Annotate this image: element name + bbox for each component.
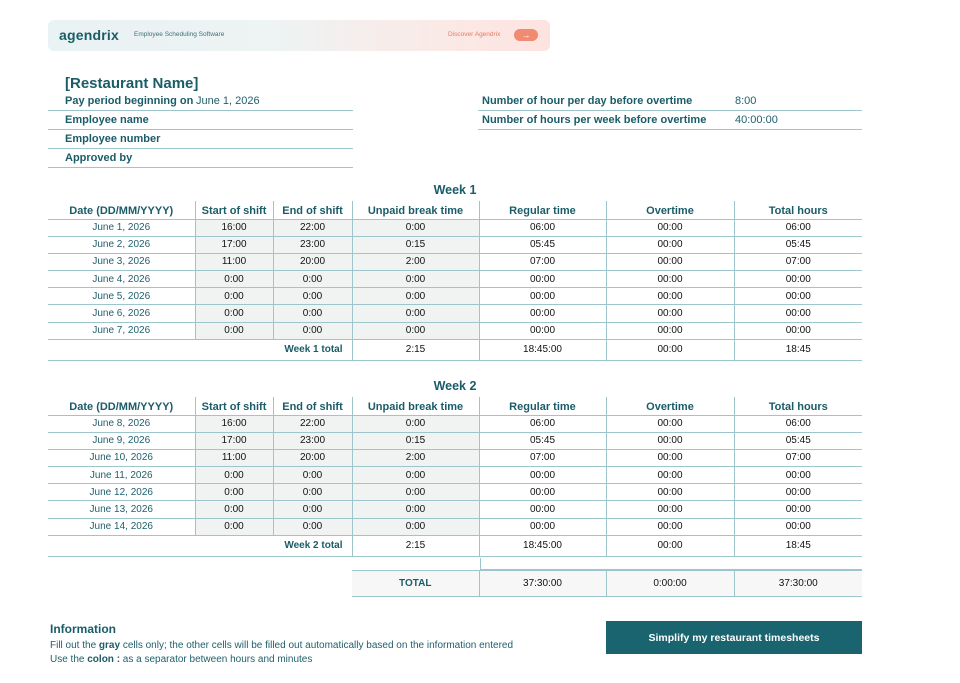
week-total-unpaid-break: 2:15 — [352, 339, 479, 360]
cell-date: June 13, 2026 — [48, 501, 195, 518]
cell-unpaid-break[interactable]: 0:15 — [352, 432, 479, 449]
cell-unpaid-break[interactable]: 0:00 — [352, 322, 479, 339]
column-header-end-of-shift: End of shift — [273, 397, 352, 415]
cell-overtime: 00:00 — [606, 288, 734, 305]
column-header-overtime: Overtime — [606, 201, 734, 219]
table-row — [48, 415, 862, 432]
cell-overtime: 00:00 — [606, 322, 734, 339]
cell-regular-time: 00:00 — [479, 288, 606, 305]
column-header-unpaid-break: Unpaid break time — [352, 397, 479, 415]
info-row-weekly-overtime — [478, 111, 862, 130]
agendrix-banner[interactable] — [48, 20, 550, 51]
info-label: Pay period beginning on — [65, 95, 194, 107]
cell-regular-time: 07:00 — [479, 253, 606, 270]
table-row — [48, 305, 862, 322]
cell-start-of-shift[interactable]: 0:00 — [195, 288, 273, 305]
week-total-label: Week 1 total — [48, 339, 352, 360]
cell-overtime: 00:00 — [606, 467, 734, 484]
cell-total-hours: 00:00 — [734, 271, 862, 288]
week-total-regular-time: 18:45:00 — [479, 535, 606, 556]
info-label: Employee number — [65, 133, 161, 145]
brand-logo[interactable]: agendrix — [59, 27, 119, 43]
column-header-regular-time: Regular time — [479, 397, 606, 415]
cell-date: June 5, 2026 — [48, 288, 195, 305]
cell-start-of-shift[interactable]: 0:00 — [195, 305, 273, 322]
cell-total-hours: 07:00 — [734, 253, 862, 270]
table-row — [48, 484, 862, 501]
cell-start-of-shift[interactable]: 16:00 — [195, 219, 273, 236]
header-row — [48, 201, 862, 219]
cell-total-hours: 07:00 — [734, 449, 862, 466]
cell-unpaid-break[interactable]: 0:15 — [352, 236, 479, 253]
column-header-overtime: Overtime — [606, 397, 734, 415]
cell-regular-time: 07:00 — [479, 449, 606, 466]
info-text: Use the — [50, 654, 88, 665]
cell-total-hours: 00:00 — [734, 518, 862, 535]
grand-total-row — [352, 570, 862, 597]
cell-total-hours: 06:00 — [734, 415, 862, 432]
cell-start-of-shift[interactable]: 0:00 — [195, 322, 273, 339]
cell-unpaid-break[interactable]: 0:00 — [352, 501, 479, 518]
cell-end-of-shift[interactable]: 20:00 — [273, 253, 352, 270]
cell-regular-time: 05:45 — [479, 236, 606, 253]
cell-regular-time: 00:00 — [479, 322, 606, 339]
table-row — [48, 501, 862, 518]
grand-total-hours: 37:30:00 — [734, 571, 862, 597]
cell-total-hours: 05:45 — [734, 432, 862, 449]
week-total-total-hours: 18:45 — [734, 339, 862, 360]
info-row-pay-period — [48, 92, 353, 111]
info-bold: gray — [98, 640, 121, 651]
cell-end-of-shift[interactable]: 0:00 — [273, 467, 352, 484]
table-row — [48, 253, 862, 270]
employee-info — [48, 92, 353, 168]
column-header-end-of-shift: End of shift — [273, 201, 352, 219]
week-total-total-hours: 18:45 — [734, 535, 862, 556]
cell-date: June 2, 2026 — [48, 236, 195, 253]
info-label: Number of hour per day before overtime — [482, 95, 693, 107]
cell-total-hours: 00:00 — [734, 322, 862, 339]
cell-unpaid-break[interactable]: 0:00 — [352, 219, 479, 236]
cell-regular-time: 00:00 — [479, 501, 606, 518]
overtime-settings — [478, 92, 862, 130]
cell-start-of-shift[interactable]: 0:00 — [195, 484, 273, 501]
column-header-start-of-shift: Start of shift — [195, 397, 273, 415]
cell-end-of-shift[interactable]: 0:00 — [273, 305, 352, 322]
week-total-label: Week 2 total — [48, 535, 352, 556]
cell-date: June 6, 2026 — [48, 305, 195, 322]
week-total-overtime: 00:00 — [606, 535, 734, 556]
cell-end-of-shift[interactable]: 20:00 — [273, 449, 352, 466]
cell-overtime: 00:00 — [606, 432, 734, 449]
cell-start-of-shift[interactable]: 17:00 — [195, 236, 273, 253]
information-title: Information — [50, 622, 116, 636]
cell-total-hours: 00:00 — [734, 467, 862, 484]
table-row — [48, 288, 862, 305]
info-label: Employee name — [65, 114, 149, 126]
cell-unpaid-break[interactable]: 0:00 — [352, 271, 479, 288]
cell-overtime: 00:00 — [606, 236, 734, 253]
info-text: cells only; the other cells will be filled out automatically based on the information entered — [120, 640, 514, 651]
grand-total-label: TOTAL — [352, 571, 479, 597]
cell-date: June 7, 2026 — [48, 322, 195, 339]
cell-overtime: 00:00 — [606, 253, 734, 270]
cell-regular-time: 00:00 — [479, 467, 606, 484]
cell-unpaid-break[interactable]: 0:00 — [352, 484, 479, 501]
column-header-date: Date (DD/MM/YYYY) — [48, 201, 195, 219]
week-total-regular-time: 18:45:00 — [479, 339, 606, 360]
cell-unpaid-break[interactable]: 2:00 — [352, 449, 479, 466]
arrow-right-icon[interactable]: → — [514, 29, 538, 41]
cell-end-of-shift[interactable]: 0:00 — [273, 288, 352, 305]
week-2-table — [48, 397, 862, 557]
week-2-title: Week 2 — [433, 379, 477, 393]
cell-unpaid-break[interactable]: 0:00 — [352, 518, 479, 535]
column-header-start-of-shift: Start of shift — [195, 201, 273, 219]
cell-overtime: 00:00 — [606, 449, 734, 466]
info-text: Fill out the — [50, 640, 99, 651]
cell-regular-time: 00:00 — [479, 484, 606, 501]
information-section — [50, 622, 513, 667]
cell-total-hours: 00:00 — [734, 501, 862, 518]
info-row-employee-name — [48, 111, 353, 130]
info-bold: colon : — [87, 654, 121, 665]
table-row — [48, 432, 862, 449]
cell-regular-time: 05:45 — [479, 432, 606, 449]
cell-unpaid-break[interactable]: 0:00 — [352, 305, 479, 322]
cell-unpaid-break[interactable]: 0:00 — [352, 288, 479, 305]
divider — [480, 558, 862, 570]
cell-start-of-shift[interactable]: 16:00 — [195, 415, 273, 432]
week-1-title: Week 1 — [433, 183, 477, 197]
banner-tagline: Employee Scheduling Software — [134, 31, 225, 38]
cell-date: June 10, 2026 — [48, 449, 195, 466]
pay-period-value[interactable]: June 1, 2026 — [196, 95, 260, 107]
column-header-date: Date (DD/MM/YYYY) — [48, 397, 195, 415]
cell-start-of-shift[interactable]: 0:00 — [195, 518, 273, 535]
weekly-overtime-value[interactable]: 40:00:00 — [735, 114, 778, 126]
cell-unpaid-break[interactable]: 0:00 — [352, 467, 479, 484]
column-header-regular-time: Regular time — [479, 201, 606, 219]
info-label: Number of hours per week before overtime — [482, 114, 707, 126]
cell-total-hours: 00:00 — [734, 484, 862, 501]
simplify-timesheets-button[interactable]: Simplify my restaurant timesheets — [606, 621, 862, 654]
week-total-overtime: 00:00 — [606, 339, 734, 360]
cell-overtime: 00:00 — [606, 484, 734, 501]
column-header-total-hours: Total hours — [734, 201, 862, 219]
column-header-unpaid-break: Unpaid break time — [352, 201, 479, 219]
cell-regular-time: 06:00 — [479, 415, 606, 432]
cell-start-of-shift[interactable]: 11:00 — [195, 449, 273, 466]
cell-regular-time: 00:00 — [479, 271, 606, 288]
cell-start-of-shift[interactable]: 0:00 — [195, 467, 273, 484]
cell-end-of-shift[interactable]: 0:00 — [273, 501, 352, 518]
discover-link[interactable]: Discover Agendrix — [448, 31, 501, 38]
cell-end-of-shift[interactable]: 0:00 — [273, 322, 352, 339]
cell-date: June 4, 2026 — [48, 271, 195, 288]
cell-regular-time: 06:00 — [479, 219, 606, 236]
header-row — [48, 397, 862, 415]
week-total-row — [48, 339, 862, 360]
cell-unpaid-break[interactable]: 2:00 — [352, 253, 479, 270]
cell-date: June 1, 2026 — [48, 219, 195, 236]
cell-total-hours: 00:00 — [734, 288, 862, 305]
info-label: Approved by — [65, 152, 133, 164]
table-row — [48, 236, 862, 253]
cell-end-of-shift[interactable]: 23:00 — [273, 432, 352, 449]
cell-end-of-shift[interactable]: 0:00 — [273, 518, 352, 535]
cell-overtime: 00:00 — [606, 501, 734, 518]
table-row — [48, 518, 862, 535]
table-row — [48, 322, 862, 339]
cell-start-of-shift[interactable]: 11:00 — [195, 253, 273, 270]
daily-overtime-value[interactable]: 8:00 — [735, 95, 757, 107]
column-header-total-hours: Total hours — [734, 397, 862, 415]
cell-date: June 14, 2026 — [48, 518, 195, 535]
cell-date: June 8, 2026 — [48, 415, 195, 432]
cell-overtime: 00:00 — [606, 305, 734, 322]
cell-start-of-shift[interactable]: 0:00 — [195, 271, 273, 288]
cell-date: June 9, 2026 — [48, 432, 195, 449]
week-1-table — [48, 201, 862, 361]
cell-overtime: 00:00 — [606, 518, 734, 535]
week-total-row — [48, 535, 862, 556]
cell-overtime: 00:00 — [606, 219, 734, 236]
cell-regular-time: 00:00 — [479, 518, 606, 535]
week-total-unpaid-break: 2:15 — [352, 535, 479, 556]
table-row — [48, 467, 862, 484]
info-row-approved-by — [48, 149, 353, 168]
cell-date: June 3, 2026 — [48, 253, 195, 270]
cell-start-of-shift[interactable]: 17:00 — [195, 432, 273, 449]
cell-start-of-shift[interactable]: 0:00 — [195, 501, 273, 518]
cell-end-of-shift[interactable]: 0:00 — [273, 484, 352, 501]
cell-total-hours: 00:00 — [734, 305, 862, 322]
cell-date: June 12, 2026 — [48, 484, 195, 501]
cell-total-hours: 05:45 — [734, 236, 862, 253]
info-row-daily-overtime — [478, 92, 862, 111]
table-row — [48, 219, 862, 236]
information-line-2 — [50, 653, 513, 667]
cell-overtime: 00:00 — [606, 271, 734, 288]
cell-end-of-shift[interactable]: 22:00 — [273, 415, 352, 432]
info-row-employee-number — [48, 130, 353, 149]
grand-total-regular: 37:30:00 — [479, 571, 606, 597]
cell-end-of-shift[interactable]: 23:00 — [273, 236, 352, 253]
info-text: as a separator between hours and minutes — [120, 654, 313, 665]
cell-end-of-shift[interactable]: 22:00 — [273, 219, 352, 236]
cell-end-of-shift[interactable]: 0:00 — [273, 271, 352, 288]
cell-regular-time: 00:00 — [479, 305, 606, 322]
restaurant-name: [Restaurant Name] — [65, 75, 199, 92]
information-line-1 — [50, 639, 513, 653]
cell-unpaid-break[interactable]: 0:00 — [352, 415, 479, 432]
table-row — [48, 449, 862, 466]
cell-total-hours: 06:00 — [734, 219, 862, 236]
grand-total-overtime: 0:00:00 — [606, 571, 734, 597]
cell-date: June 11, 2026 — [48, 467, 195, 484]
table-row — [48, 271, 862, 288]
cell-overtime: 00:00 — [606, 415, 734, 432]
